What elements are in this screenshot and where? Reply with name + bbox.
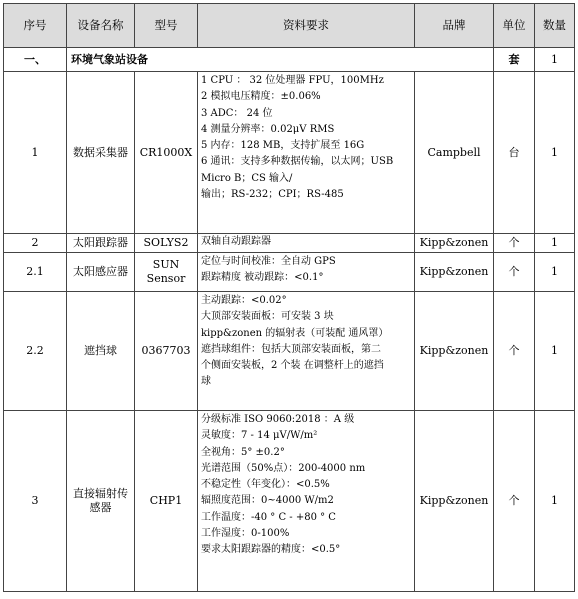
row-brand: Campbell — [415, 72, 494, 234]
name-line: 感器 — [89, 501, 112, 514]
header-brand: 品牌 — [415, 4, 494, 48]
row-model: 0367703 — [135, 292, 198, 411]
row-qty: 1 — [535, 72, 575, 234]
row-qty: 1 — [535, 234, 575, 253]
row-unit: 个 — [494, 234, 535, 253]
row-qty: 1 — [535, 253, 575, 292]
row-no: 2.1 — [4, 253, 67, 292]
row-requirements — [198, 72, 415, 234]
req-line: 不稳定性（年变化）：<0.5% — [201, 479, 330, 491]
req-line: Micro B；CS 输入/ — [201, 172, 293, 184]
row-model — [135, 253, 198, 292]
row-name: 遮挡球 — [67, 292, 135, 411]
req-line: 4 测量分辨率：0.02μV RMS — [201, 123, 335, 135]
header-name: 设备名称 — [67, 4, 135, 48]
row-brand: Kipp&zonen — [415, 292, 494, 411]
row-model: SOLYS2 — [135, 234, 198, 253]
table-row — [4, 253, 575, 292]
row-unit: 个 — [494, 411, 535, 592]
req-line: 工作湿度：0-100% — [201, 528, 290, 540]
req-line: 双轴自动跟踪器 — [201, 236, 271, 247]
req-line: 光谱范围（50%点）：200-4000 nm — [201, 462, 366, 474]
req-line: 要求太阳跟踪器的精度：<0.5° — [201, 544, 341, 556]
header-unit: 单位 — [494, 4, 535, 48]
row-qty: 1 — [535, 411, 575, 592]
req-line: 2 模拟电压精度：±0.06% — [201, 91, 321, 103]
row-unit: 个 — [494, 292, 535, 411]
row-brand: Kipp&zonen — [415, 234, 494, 253]
section-unit: 套 — [494, 48, 535, 72]
row-no: 1 — [4, 72, 67, 234]
header-no: 序号 — [4, 4, 67, 48]
section-qty: 1 — [535, 48, 575, 72]
row-unit: 个 — [494, 253, 535, 292]
section-no: 一、 — [4, 48, 67, 72]
req-line: 工作温度：-40 ° C - +80 ° C — [201, 511, 336, 523]
table-row — [4, 292, 575, 411]
req-line: 输出；RS-232；CPI；RS-485 — [201, 189, 344, 201]
row-model: CR1000X — [135, 72, 198, 234]
req-line: 大顶部安装面板：可安装 3 块 — [201, 311, 334, 323]
req-line: kipp&zonen 的辐射表（可装配 通风罩） — [201, 327, 389, 339]
header-qty: 数量 — [535, 4, 575, 48]
req-line: 主动跟踪：<0.02° — [201, 295, 287, 306]
equipment-table — [3, 3, 575, 592]
req-line: 灵敏度：7 - 14 μV/W/m² — [201, 430, 318, 442]
req-line: 个侧面安装板，2 个装 在调整杆上的遮挡 — [201, 360, 384, 372]
header-requirements: 资料要求 — [198, 4, 415, 48]
req-line: 1 CPU ： 32 位处理器 FPU，100MHz — [201, 75, 384, 86]
section-name: 环境气象站设备 — [67, 48, 494, 72]
req-line: 定位与时间校准：全自动 GPS — [201, 256, 336, 267]
table-row — [4, 234, 575, 253]
section-row — [4, 48, 575, 72]
row-no: 3 — [4, 411, 67, 592]
row-name: 数据采集器 — [67, 72, 135, 234]
row-requirements — [198, 253, 415, 292]
req-line: 辐照度范围：0~4000 W/m2 — [201, 495, 334, 507]
name-line: 直接辐射传 — [73, 487, 128, 501]
req-line: 球 — [201, 376, 211, 388]
row-no: 2.2 — [4, 292, 67, 411]
row-name: 太阳跟踪器 — [67, 234, 135, 253]
header-row — [4, 4, 575, 48]
req-line: 跟踪精度 被动跟踪：<0.1° — [201, 272, 324, 284]
row-model: CHP1 — [135, 411, 198, 592]
row-requirements — [198, 234, 415, 253]
req-line: 3 ADC： 24 位 — [201, 107, 273, 119]
req-line: 遮挡球组件：包括大顶部安装面板，第二 — [201, 343, 381, 355]
row-no: 2 — [4, 234, 67, 253]
row-requirements — [198, 292, 415, 411]
table-row — [4, 411, 575, 592]
row-brand: Kipp&zonen — [415, 253, 494, 292]
req-line: 分级标准 ISO 9060:2018 ：A 级 — [201, 414, 355, 425]
row-qty: 1 — [535, 292, 575, 411]
row-brand: Kipp&zonen — [415, 411, 494, 592]
table-row — [4, 72, 575, 234]
req-line: 全视角：5° ±0.2° — [201, 446, 285, 458]
row-unit: 台 — [494, 72, 535, 234]
header-model: 型号 — [135, 4, 198, 48]
model-line: SUN — [152, 258, 180, 272]
req-line: 6 通讯：支持多种数据传输，以太网；USB — [201, 156, 394, 168]
req-line: 5 内存：128 MB，支持扩展至 16G — [201, 140, 365, 152]
row-requirements — [198, 411, 415, 592]
row-name — [67, 411, 135, 592]
row-name: 太阳感应器 — [67, 253, 135, 292]
model-line: Sensor — [146, 272, 186, 285]
